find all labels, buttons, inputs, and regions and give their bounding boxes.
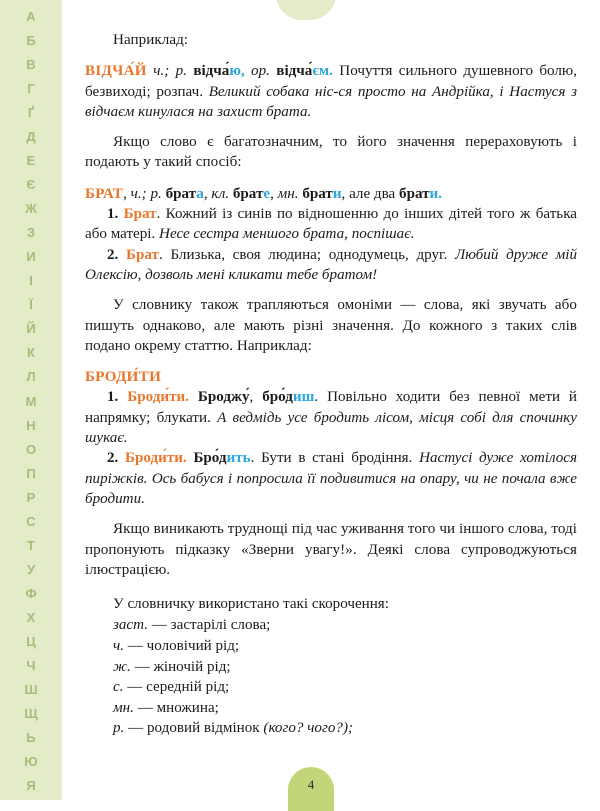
abbrev-dash: — — [127, 638, 143, 655]
sense-definition: Близька, своя людина; однодумець, друг. — [170, 246, 448, 263]
entry-sense: 1. Брат. Кожний із синів по відношенню до інших дітей того ж батька або матері. Несе сестра меншого брата, поспішає. — [85, 206, 577, 243]
alphabet-letter-26[interactable]: Ц — [26, 633, 36, 649]
sense-word: Брат — [123, 206, 157, 223]
abbrev-meaning: родовий відмінок — [146, 720, 260, 737]
top-page-tab — [276, 0, 336, 20]
paragraph-hints: Якщо виникають труднощі під час уживання того чи іншого слова, тоді пропонують підказку «Зверни увагу!». Деякі слова супроводжуються ілюстрацією. — [85, 521, 577, 578]
alphabet-letter-32[interactable]: Я — [26, 778, 36, 793]
entry-plural-label: мн. — [277, 185, 299, 202]
list-item — [85, 636, 577, 657]
page-content — [85, 30, 577, 770]
sense-form1-ending: ить — [226, 450, 251, 467]
alphabet-letter-1[interactable]: Б — [26, 33, 36, 49]
page-number: 4 — [307, 777, 315, 792]
entry-tail-ending: и. — [429, 185, 443, 202]
sense-form1-stem: Броджу́ — [197, 389, 250, 406]
entry-vocative-ending: е — [263, 185, 271, 202]
alphabet-letter-0[interactable]: А — [26, 9, 36, 24]
abbrev-dash: — — [128, 720, 144, 737]
entry-gender-label: ч.; — [130, 185, 147, 202]
entry-tail-stem: брат — [399, 185, 430, 202]
alphabet-letter-20[interactable]: Р — [26, 489, 36, 505]
sense-number: 1. — [107, 389, 119, 406]
abbrev-dash: — — [127, 679, 143, 696]
alphabet-letter-2[interactable]: В — [26, 57, 36, 73]
alphabet-letter-11[interactable]: І — [29, 273, 33, 289]
entry-sense: 2. Брат. Близька, своя людина; однодумець, друг. Любий друже мій Олексію, дозволь мені кликати тебе братом! — [85, 246, 577, 283]
sense-definition: Кожний із синів по відношенню до інших дітей того ж батька або матері. — [85, 206, 577, 243]
sense-definition: Повільно ходити без певної мети й напрямку; блукати. — [85, 389, 578, 426]
sense-definition: Бути в стані бродіння. — [261, 450, 413, 467]
alphabet-letter-5[interactable]: Д — [26, 129, 36, 145]
alphabet-letter-7[interactable]: Є — [26, 177, 36, 193]
list-item — [85, 677, 577, 698]
alphabet-letter-14[interactable]: К — [27, 345, 35, 361]
paragraph-polysemy: Якщо слово є багатозначним, то його значення перераховують і подають у такий спосіб: — [85, 134, 577, 171]
example-label-1: Наприклад: — [113, 32, 189, 48]
entry-instrumental-label: ор. — [251, 63, 270, 80]
entry-definition: Почуття сильного душевного болю, безвиході; розпач. — [85, 63, 577, 100]
alphabet-letter-29[interactable]: Щ — [24, 705, 38, 721]
dictionary-entry-brat — [85, 184, 577, 285]
dictionary-entry-vidchai — [85, 61, 577, 122]
sense-number: 2. — [107, 246, 119, 263]
entry-headword: БРОДИ́ТИ — [85, 369, 162, 386]
entry-sense: 2. Броди́ти. Бро́дить. Бути в стані бродіння. Настусі дуже хотілося пиріжків. Ось бабуся і попросила її подивитися на опару, чи не почала вже бродити. — [85, 450, 578, 507]
entry-instrumental-stem: відча́ — [276, 63, 313, 80]
entry-sense: 1. Броди́ти. Броджу́, бро́диш. Повільно ходити без певної мети й напрямку; блукати. А ведмідь усе бродить лісом, місця собі для спочинку шукає. — [85, 389, 578, 447]
list-item — [85, 698, 577, 719]
entry-genitive-stem: відча́ — [193, 63, 230, 80]
entry-genitive-ending: а — [196, 185, 204, 202]
abbrev-meaning: жіночій рід; — [153, 658, 231, 675]
alphabet-letter-9[interactable]: З — [26, 225, 36, 241]
abbreviations-list — [85, 615, 577, 739]
entry-headword: ВІДЧА́Й — [85, 63, 147, 80]
abbrev-meaning: застарілі слова; — [170, 617, 271, 634]
alphabet-letter-10[interactable]: И — [26, 249, 36, 265]
alphabet-letter-6[interactable]: Е — [26, 153, 36, 169]
page-number-tab — [288, 767, 334, 811]
abbrev-short: заст. — [113, 617, 148, 634]
entry-vocative-stem: брат — [232, 185, 264, 202]
alphabet-letter-17[interactable]: Н — [26, 417, 36, 433]
alphabet-letter-31[interactable]: Ю — [24, 753, 38, 769]
entry-tail-text: але два — [349, 185, 396, 202]
sense-example: Любий друже мій Олексію, дозволь мені кликати тебе братом! — [85, 246, 577, 283]
sense-example: Настусі дуже хотілося пиріжків. Ось бабуся і попросила її подивитися на опару, чи не почала вже бродити. — [85, 450, 578, 507]
abbrev-question: (кого? чого?); — [263, 720, 354, 737]
abbrev-meaning: множина; — [156, 699, 219, 716]
abbrev-short: ж. — [113, 658, 131, 675]
alphabet-letter-21[interactable]: С — [26, 513, 36, 529]
abbreviations-block — [85, 594, 577, 739]
sense-number: 2. — [107, 450, 119, 467]
entry-genitive-label: р. — [150, 185, 162, 202]
alphabet-letter-25[interactable]: Х — [26, 609, 36, 625]
abbrev-dash: — — [134, 658, 150, 675]
entry-plural-stem: брат — [302, 185, 333, 202]
abbrev-short: с. — [113, 679, 124, 696]
list-item — [85, 615, 577, 636]
abbrev-short: ч. — [113, 638, 124, 655]
entry-genitive-stem: брат — [165, 185, 197, 202]
list-item — [85, 718, 577, 739]
alphabet-letter-27[interactable]: Ч — [26, 657, 36, 673]
alphabet-letter-19[interactable]: П — [26, 465, 36, 481]
abbrev-meaning: чоловічий рід; — [146, 638, 240, 655]
alphabet-letter-4[interactable]: Ґ — [27, 105, 35, 121]
sense-word: Броди́ти. — [127, 389, 189, 406]
dictionary-entry-brodyty — [85, 367, 577, 509]
alphabet-letter-22[interactable]: Т — [27, 537, 35, 553]
alphabet-letter-8[interactable]: Ж — [25, 201, 37, 217]
entry-gender-label: ч.; — [153, 63, 170, 80]
entry-head-line — [85, 367, 577, 387]
sense-word: Броди́ти. — [125, 450, 187, 467]
sense-example: Несе сестра меншого брата, поспішає. — [159, 226, 415, 243]
alphabet-letter-3[interactable]: Г — [27, 81, 35, 97]
sense-form1-stem: Бро́д — [193, 450, 227, 467]
entry-plural-ending: и — [332, 185, 342, 202]
alphabet-letter-15[interactable]: Л — [26, 369, 36, 385]
abbrev-dash: — — [151, 617, 167, 634]
sense-number: 1. — [107, 206, 119, 223]
entry-body — [85, 61, 577, 122]
alphabet-letter-28[interactable]: Ш — [24, 681, 38, 697]
alphabet-letter-13[interactable]: Й — [26, 321, 36, 337]
alphabet-letter-23[interactable]: У — [26, 561, 36, 577]
abbrev-dash: — — [137, 699, 153, 716]
sense-form2-ending: иш — [292, 389, 315, 406]
alphabet-rail — [0, 0, 62, 800]
alphabet-letter-30[interactable]: Ь — [26, 729, 36, 745]
abbreviations-intro: У словничку використано такі скорочення: — [113, 596, 389, 613]
abbrev-short: мн. — [113, 699, 134, 716]
abbrev-meaning: середній рід; — [146, 679, 230, 696]
entry-example: Великий собака ніс-ся просто на Андрійка, і Настуся з відчаєм кинулася на захист брата. — [85, 83, 577, 120]
alphabet-letter-12[interactable]: Ї — [29, 297, 33, 313]
paragraph-homonyms: У словнику також трапляються омоніми — слова, які звучать або пишуть однаково, але мають різні значення. До кожного з таких слів подано окрему статтю. Наприклад: — [85, 297, 577, 354]
sense-form2-stem: бро́д — [262, 389, 293, 406]
entry-genitive-ending: ю, — [229, 63, 245, 80]
entry-genitive-label: р. — [175, 63, 187, 80]
entry-headword: БРАТ — [85, 185, 124, 202]
list-item — [85, 657, 577, 678]
alphabet-letter-16[interactable]: М — [25, 393, 37, 409]
sense-example: А ведмідь усе бродить лісом, місця собі для спочинку шукає. — [85, 409, 577, 447]
entry-instrumental-ending: єм. — [312, 63, 333, 80]
abbrev-short: р. — [113, 720, 125, 737]
entry-vocative-label: кл. — [211, 185, 230, 202]
sense-word: Брат — [126, 246, 159, 263]
alphabet-letter-24[interactable]: Ф — [25, 585, 37, 601]
entry-head-line: БРАТ, ч.; р. брата, кл. брате, мн. брати, але два брати. — [85, 185, 443, 202]
alphabet-letter-18[interactable]: О — [25, 441, 37, 457]
